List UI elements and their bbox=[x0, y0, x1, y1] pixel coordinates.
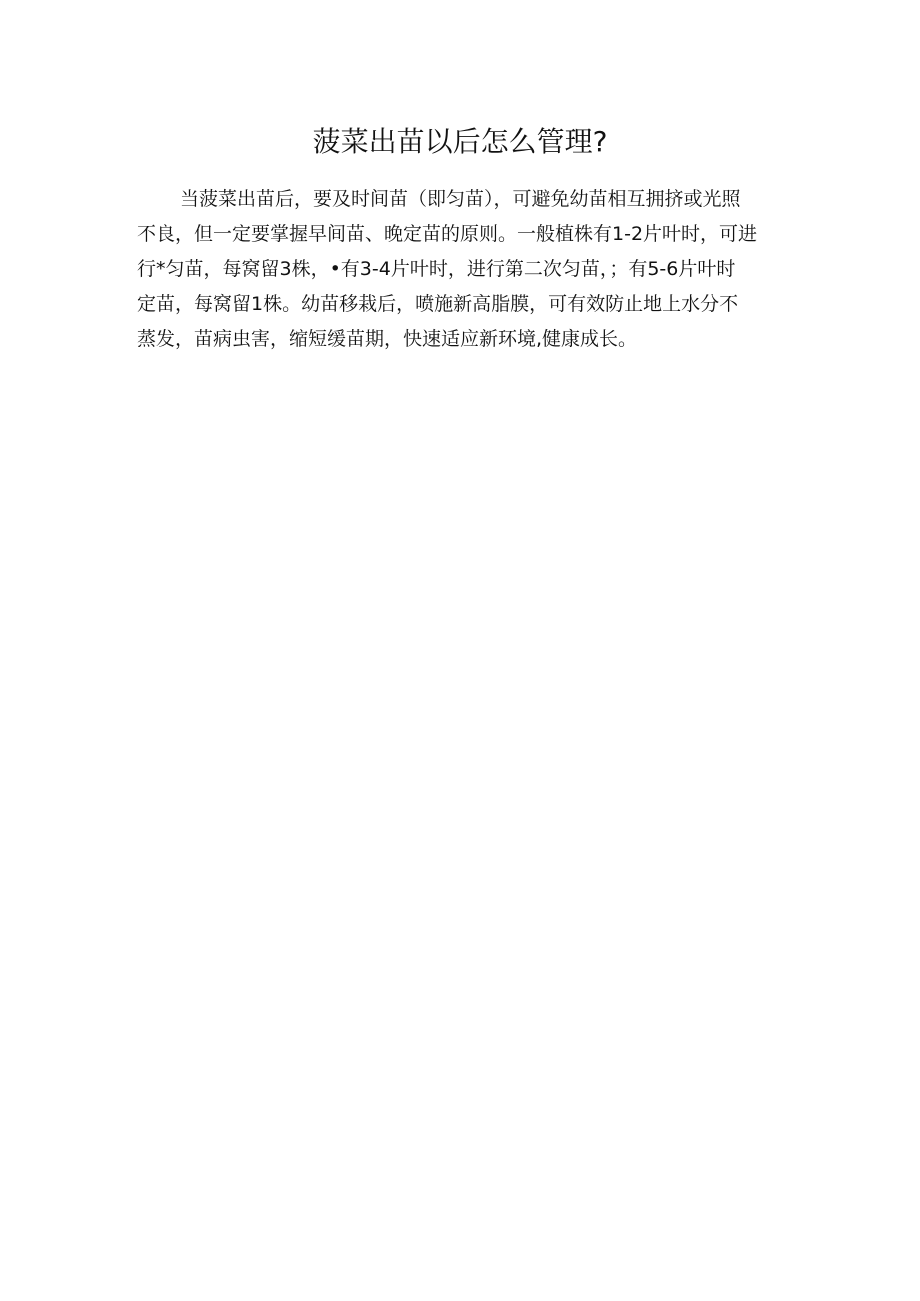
document-body bbox=[137, 182, 783, 357]
paragraph-line: 定苗，每窝留1株。幼苗移栽后，喷施新高脂膜，可有效防止地上水分不 bbox=[137, 293, 739, 315]
paragraph-line: 行*匀苗，每窝留3株，•有3-4片叶时，进行第二次匀苗，；有5-6片叶时 bbox=[137, 258, 736, 280]
paragraph-line: 蒸发，苗病虫害，缩短缓苗期，快速适应新环境,健康成长。 bbox=[137, 328, 638, 350]
paragraph-line: 当菠菜出苗后，要及时间苗（即匀苗），可避免幼苗相互拥挤或光照 bbox=[180, 188, 741, 210]
paragraph-line: 不良，但一定要掌握早间苗、晚定苗的原则。一般植株有1-2片叶时，可进 bbox=[137, 223, 758, 245]
document-title: 菠菜出苗以后怎么管理? bbox=[312, 125, 608, 158]
